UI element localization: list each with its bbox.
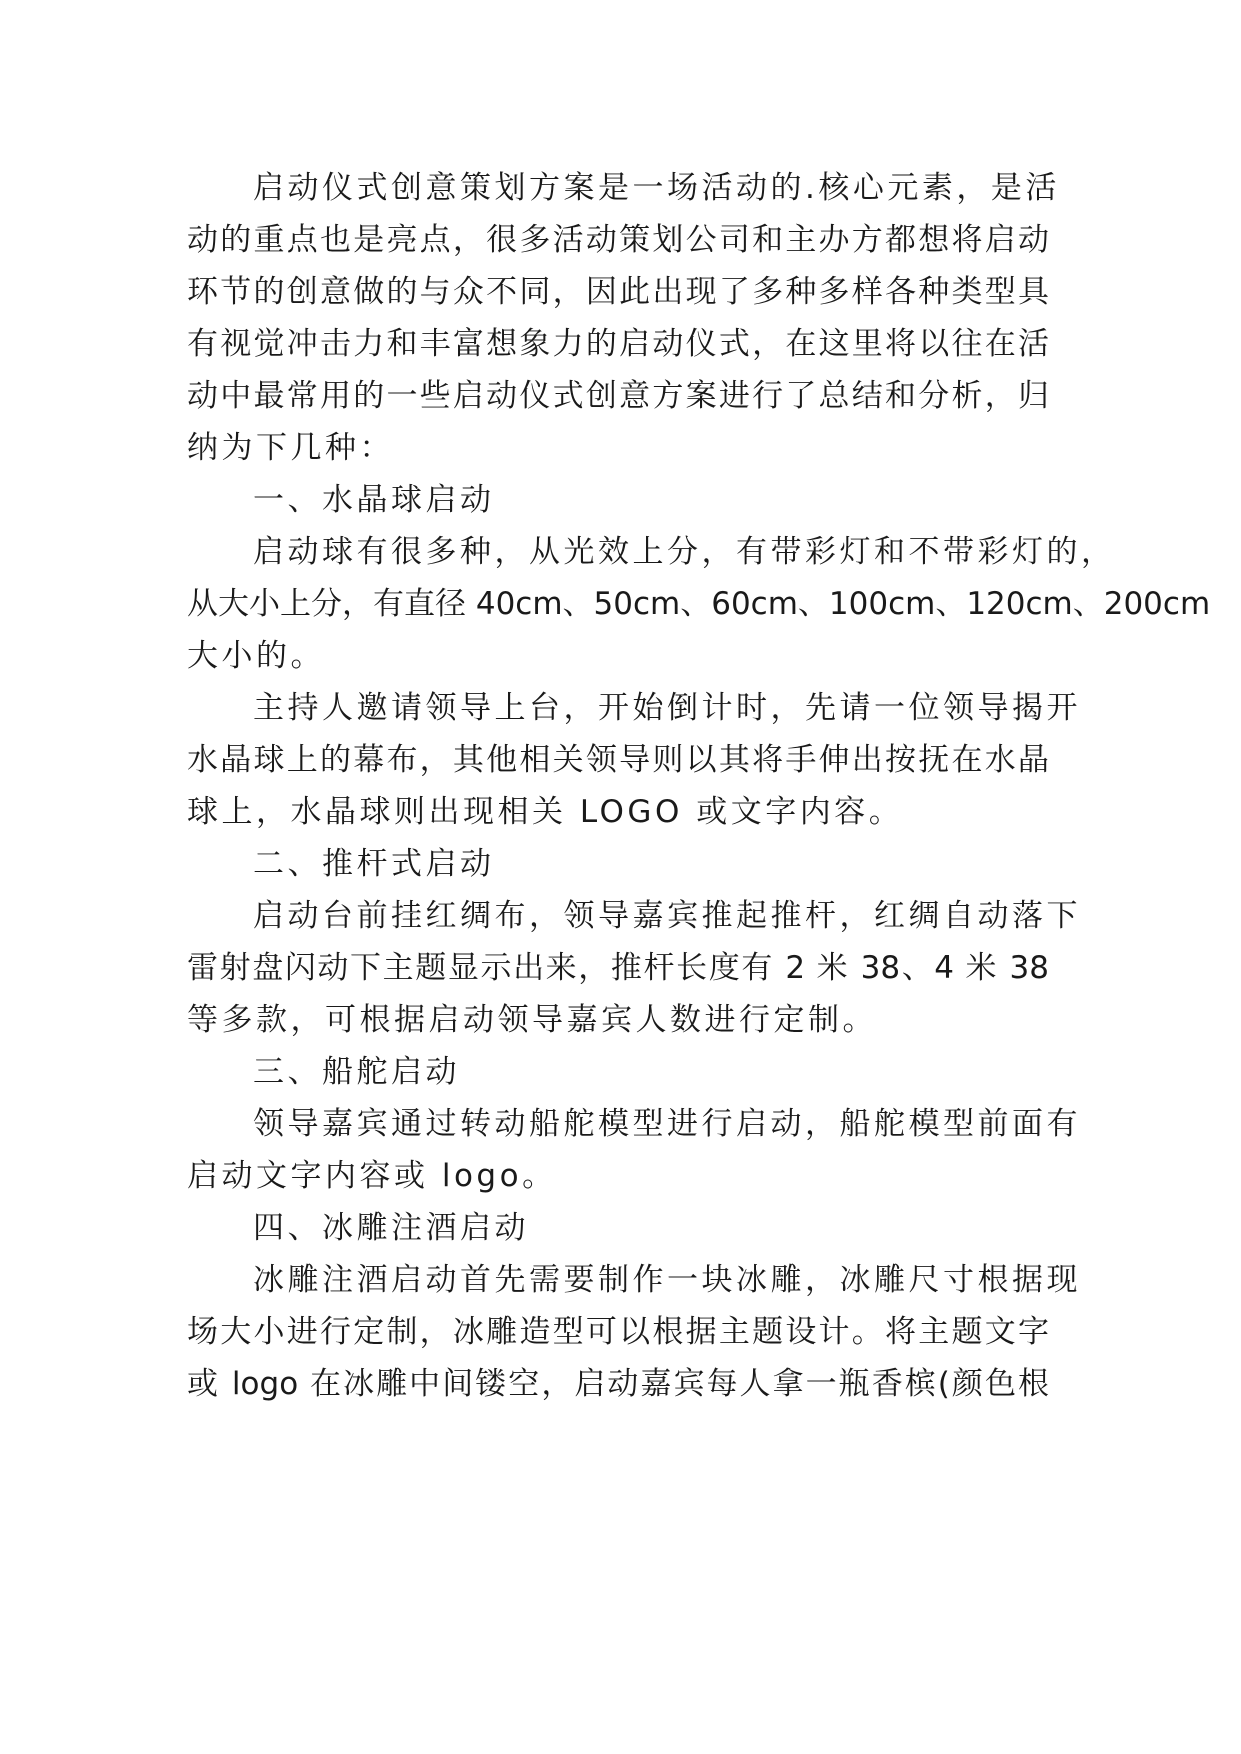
section-heading: 二、推杆式启动 [253,846,495,882]
text-line: 启动仪式创意策划方案是一场活动的.核心元素，是活 [253,170,1060,206]
text-line: 场大小进行定制，冰雕造型可以根据主题设计。将主题文字 [187,1314,1049,1350]
text-line: 主持人邀请领导上台，开始倒计时，先请一位领导揭开 [253,690,1081,726]
text-line: 或 logo 在冰雕中间镂空，启动嘉宾每人拿一瓶香槟(颜色根 [187,1366,1049,1402]
text-line: 动的重点也是亮点，很多活动策划公司和主办方都想将启动 [187,222,1049,258]
text-line: 雷射盘闪动下主题显示出来，推杆长度有 2 米 38、4 米 38 [187,950,1049,986]
text-line: 领导嘉宾通过转动船舵模型进行启动，船舵模型前面有 [253,1106,1081,1142]
section-heading: 一、水晶球启动 [253,482,495,518]
text-line: 等多款，可根据启动领导嘉宾人数进行定制。 [187,1002,877,1038]
text-line: 动中最常用的一些启动仪式创意方案进行了总结和分析，归 [187,378,1049,414]
text-line: 环节的创意做的与众不同，因此出现了多种多样各种类型具 [187,274,1049,310]
text-line: 球上，水晶球则出现相关 LOGO 或文字内容。 [187,794,904,830]
section-heading: 三、船舵启动 [253,1054,460,1090]
text-line: 从大小上分，有直径 40cm、50cm、60cm、100cm、120cm、200cm [187,586,1211,622]
text-line: 大小的。 [187,638,325,674]
section-heading: 四、冰雕注酒启动 [253,1210,529,1246]
text-line: 水晶球上的幕布，其他相关领导则以其将手伸出按抚在水晶 [187,742,1049,778]
text-line: 启动球有很多种，从光效上分，有带彩灯和不带彩灯的， [253,534,1116,570]
text-line: 启动台前挂红绸布，领导嘉宾推起推杆，红绸自动落下 [253,898,1081,934]
text-line: 纳为下几种： [187,430,394,466]
text-line: 启动文字内容或 logo。 [187,1158,557,1194]
text-line: 有视觉冲击力和丰富想象力的启动仪式，在这里将以往在活 [187,326,1049,362]
text-line: 冰雕注酒启动首先需要制作一块冰雕，冰雕尺寸根据现 [253,1262,1081,1298]
